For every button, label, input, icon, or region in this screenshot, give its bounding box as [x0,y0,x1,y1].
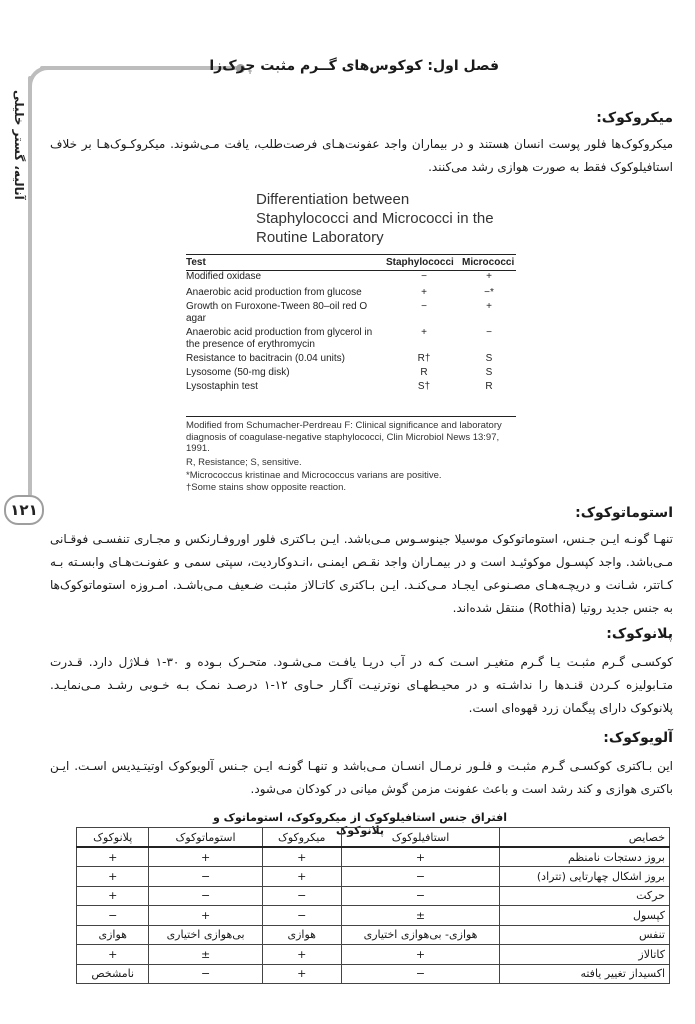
chapter-title: فصل اول: کوکوس‌های گــرم مثبت چرک‌زا [209,58,499,74]
figure-table [186,254,516,395]
comparison-cell-value: + [77,886,149,906]
heading-alloiococcus: آلویوکوک: [603,730,673,746]
comparison-cell-value: − [341,964,499,984]
figure-cell-staph: R [420,366,428,378]
figure-cell-staph: − [421,271,427,282]
comparison-cell-value: هوازی- بی‌هوازی اختیاری [341,925,499,945]
comparison-cell-value: + [77,847,149,867]
comparison-cell-value: − [77,906,149,926]
figure-col-staph: Staphylococci [386,255,462,271]
margin-author: آنالیه، گستر خلیلی [12,90,26,200]
comparison-cell-value: بی‌هوازی اختیاری [149,925,262,945]
comparison-cell-value: − [149,964,262,984]
comparison-cell-value: + [77,867,149,887]
comparison-cell-value: + [341,945,499,965]
paragraph-planococcus: کوکسـی گـرم مثبـت یـا گـرم متغیـر اسـت کـه در آب دریـا یافـت مـی‌شـود. متحـرک بـوده و ۳۰-۱ فـلاژل دارد. قـدرت متـابولیزه کـردن قنـدها را نداشـته و در محیـطهـای نوترنیـت آگـار حـاوی ۱۲-۱ درصـد نمـک بـه خـوبی رشـد مـی‌نمایـد. پلانوکوک دارای پیگمان زرد قهوه‌ای است. [50,655,673,715]
comparison-header-plano: پلانوکوک [77,828,149,848]
comparison-row [77,886,670,906]
figure-row [186,271,516,287]
figure-note-source: Modified from Schumacher-Perdreau F: Clinical significance and laboratory diagnosis of coagulase-negative staphylococci, Clin Microbiol News 13:97, 1991. [186,420,502,454]
comparison-cell-feature: اکسیداز تغییر یافته [500,964,670,984]
comparison-header-stomato: استوماتوکوک [149,828,262,848]
figure-row [186,367,516,381]
figure-staph-vs-micro [178,188,518,496]
comparison-cell-feature: حرکت [500,886,670,906]
comparison-cell-value: + [262,964,341,984]
paragraph-alloiococcus: این بـاکتری کوکسـی گـرم مثبـت و فلـور نرمـال انسـان مـی‌باشد و تنهـا گونـه ایـن جـنس آلویوکوک اوتیتـیدیس اسـت. ایـن باکتری هوازی و کند رشد است و باعث عفونت مزمن گوش میانی در کودکان می‌شود. [50,759,673,796]
comparison-row [77,964,670,984]
figure-note-dagger: †Some stains show opposite reaction. [186,481,347,493]
figure-note-abbrev: R, Resistance; S, sensitive. [186,456,302,468]
comparison-cell-value: − [262,886,341,906]
comparison-caption: افتراق جنس استافیلوکوک از میکروکوک، استوماتوک و پلانوکوک [213,811,507,837]
figure-cell-test: Lysosome (50-mg disk) [186,366,290,378]
figure-cell-micro: − [486,326,492,338]
heading-planococcus: پلانوکوک: [606,626,673,642]
figure-cell-micro: R [485,380,493,392]
comparison-header-features: خصایص [500,828,670,848]
figure-title: Differentiation between Staphylococci and Micrococci in the Routine Laboratory [256,191,494,246]
comparison-cell-value: + [149,906,262,926]
figure-cell-micro: + [486,300,492,312]
comparison-cell-feature: بروز اشکال چهارتایی (تتراد) [500,867,670,887]
comparison-cell-value: + [262,945,341,965]
comparison-header-staph: استافیلوکوک [341,828,499,848]
figure-row [186,381,516,395]
comparison-cell-feature: کپسول [500,906,670,926]
figure-cell-staph: S† [417,380,431,392]
heading-stomatococcus: استوماتوکوک: [575,505,673,521]
figure-cell-staph: + [421,286,427,298]
figure-cell-test: Anaerobic acid production from glycerol in the presence of erythromycin [186,326,373,350]
comparison-cell-value: هوازی [77,925,149,945]
figure-col-test: Test [186,255,386,271]
comparison-cell-feature: بروز دستجات نامنظم [500,847,670,867]
comparison-row [77,945,670,965]
comparison-cell-value: ± [149,945,262,965]
figure-cell-micro: −* [484,286,494,298]
comparison-cell-value: + [262,847,341,867]
comparison-row [77,906,670,926]
comparison-cell-value: − [149,886,262,906]
comparison-cell-value: + [341,847,499,867]
figure-notes [186,420,506,495]
comparison-cell-value: هوازی [262,925,341,945]
figure-cell-test: Growth on Furoxone-Tween 80–oil red O agar [186,300,368,324]
comparison-cell-value: + [77,945,149,965]
figure-cell-micro: S [485,366,493,378]
comparison-cell-feature: کاتالاز [500,945,670,965]
figure-row [186,301,516,327]
figure-divider [186,416,516,417]
figure-note-star: *Micrococcus kristinae and Micrococcus varians are positive. [186,470,442,481]
comparison-header-micro: میکروکوک [262,828,341,848]
figure-col-micro: Micrococci [462,255,516,271]
paragraph-micrococcus: میکروکوک‌ها فلور پوست انسان هستند و در بیماران واجد عفونت‌هـای فرصت‌طلب، یافت مـی‌شوند. میکروکـوک‌هـا بر خلاف استافیلوکوک فقط به صورت هوازی رشد می‌کنند. [50,137,673,174]
figure-row [186,327,516,353]
comparison-row [77,847,670,867]
comparison-cell-value: ± [341,906,499,926]
comparison-cell-value: − [149,867,262,887]
figure-cell-staph: + [421,326,427,338]
comparison-cell-value: − [341,886,499,906]
heading-micrococcus: میکروکوک: [596,110,673,126]
figure-cell-micro: S [485,352,493,364]
figure-cell-test: Anaerobic acid production from glucose [186,286,362,298]
figure-cell-staph: − [421,300,427,312]
figure-row [186,353,516,367]
comparison-cell-value: + [149,847,262,867]
comparison-cell-value: + [262,867,341,887]
comparison-cell-feature: تنفس [500,925,670,945]
comparison-row [77,867,670,887]
figure-cell-test: Modified oxidase [186,271,262,282]
figure-cell-test: Resistance to bacitracin (0.04 units) [186,352,345,364]
comparison-cell-value: نامشخص [77,964,149,984]
paragraph-stomatococcus: تنهـا گونـه ایـن جـنس، استوماتوکوک موسیلا جینوسـوس مـی‌باشد. ایـن بـاکتری فلور اوروفـارنکس و مجـاری تنفسـی فوقـانی مـی‌باشد. واجد کپسـول موکوئیـد است و در بیمـاران واجد نقـص ایمنـی ،انـدوکاردیت، سپتی سمی و عفونـت‌هـای وابسـته بـه کـاتتر، شـانت و دریچـه‌هـای مصـنوعی ایجـاد مـی‌کنـد. ایـن بـاکتری کاتـالاز مثبـت ضـعیف مـی‌باشـد. امـروزه استوماتوکوک‌ها به جنس جدید روتیا (Rothia) منتقل شده‌اند. [50,532,673,615]
comparison-table [76,827,670,984]
figure-row [186,287,516,301]
figure-cell-micro: + [486,271,492,282]
comparison-cell-value: − [341,867,499,887]
margin-frame-side [28,76,32,496]
comparison-cell-value: − [262,906,341,926]
comparison-row [77,925,670,945]
figure-cell-staph: R† [417,352,431,364]
page-number: ۱۲۱ [4,495,44,525]
figure-cell-test: Lysostaphin test [186,380,258,392]
